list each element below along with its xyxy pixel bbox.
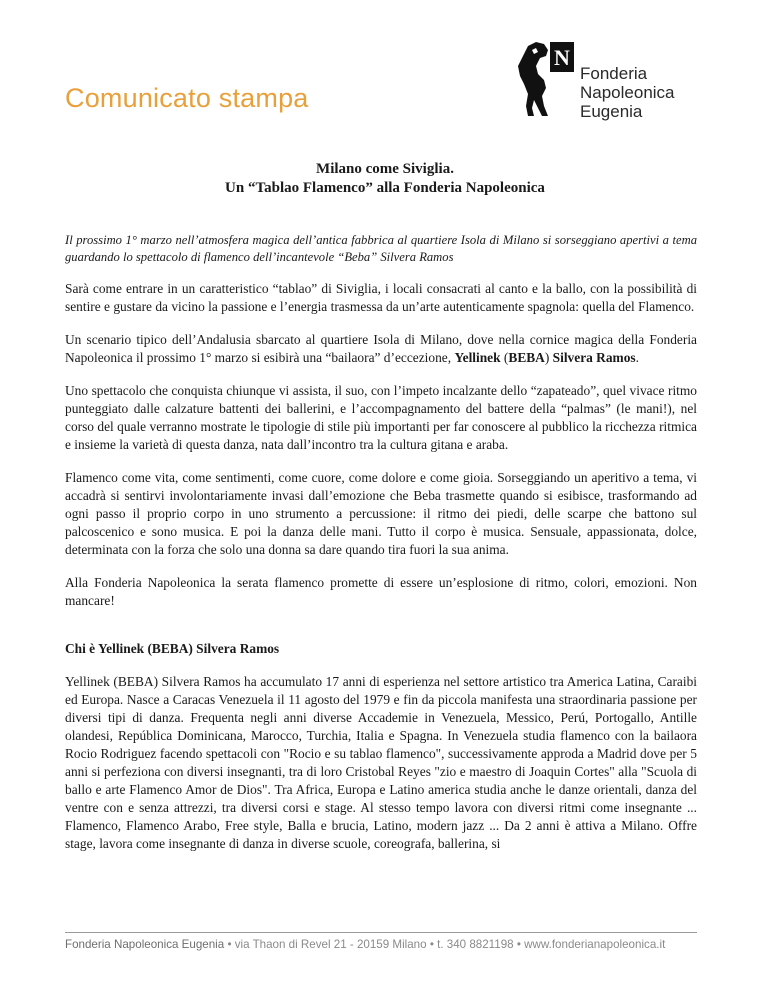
headline-line-2: Un “Tablao Flamenco” alla Fonderia Napoleonica (225, 180, 545, 196)
footer-separator: • (224, 938, 235, 951)
paragraph-text: ( (500, 350, 509, 365)
section-heading: Chi è Yellinek (BEBA) Silvera Ramos (65, 641, 280, 656)
footer-divider (65, 932, 697, 933)
footer-separator: • (513, 938, 525, 951)
footer-org: Fonderia Napoleonica Eugenia (65, 938, 225, 951)
body-paragraph: Alla Fonderia Napoleonica la serata flamenco promette di essere un’esplosione di ritmo, colori, emozioni. Non mancare! (65, 575, 697, 608)
logo-line: Eugenia (580, 102, 643, 121)
press-release-headline (65, 160, 705, 198)
logo (514, 40, 704, 120)
footer-website-link[interactable]: www.fonderianapoleonica.it (524, 938, 666, 951)
body-paragraph: Flamenco come vita, come sentimenti, come cuore, come dolore e come gioia. Sorseggiando un aperitivo a tema, vi accadrà si sentirvi involontariamente invasi dall’emozione che Beba trasmette quando si esibisce, trasformando ad ogni passo il proprio corpo in uno strumento a percussione: il ritmo dei piedi, delle scarpe che battono sul palcoscenico e sono musica. E poi la danza delle mani. Tutto il corpo è musica. Sensuale, appassionata, dolce, determinata con la forza che solo una donna sa dare quando tira fuori la sua anima. (65, 470, 697, 557)
paragraph-text: . (635, 350, 639, 365)
logo-wordmark (580, 64, 675, 121)
lead-paragraph: Il prossimo 1° marzo nell’atmosfera magica dell’antica fabbrica al quartiere Isola di Milano si sorseggiano apertivi a tema guardando lo spettacolo di flamenco dell’incantevole “Beba” Silvera Ramos (65, 233, 697, 264)
artist-surname: Silvera Ramos (552, 350, 636, 365)
paragraph-text: Un scenario tipico dell’Andalusia sbarcato al quartiere Isola di Milano, dove nella cornice magica della Fonderia Napoleonica il prossimo 1° marzo si esibirà una “bailaora” d’eccezione, (65, 332, 697, 365)
body-paragraph: Sarà come entrare in un caratteristico “tablao” di Siviglia, i locali consacrati al canto e la ballo, con la possibilità di sentire e gustare da vicino la passione e l’energia trasmessa da un’arte autenticamente spagnola: quella del Flamenco. (65, 281, 697, 314)
footer-address: via Thaon di Revel 21 - 20159 Milano (234, 938, 427, 951)
artist-nickname: BEBA (508, 350, 545, 365)
headline-line-1: Milano come Siviglia. (316, 161, 454, 177)
horse-logo-icon (514, 40, 576, 118)
footer-separator: • (426, 938, 438, 951)
paragraph-text: ) (544, 350, 553, 365)
page-title: Comunicato stampa (65, 83, 309, 113)
bio-paragraph: Yellinek (BEBA) Silvera Ramos ha accumulato 17 anni di esperienza nel settore artistico tra America Latina, Caraibi ed Europa. Nasce a Caracas Venezuela il 11 agosto del 1979 e fin da piccola manifesta una straordinaria passione per diversi tipi di danza. Frequenta negli anni diverse Accademie in Venezuela, Messico, Perú, Portogallo, Antille olandesi, República Dominicana, Marocco, Turchia, Italia e Spagna. In Venezuela studia flamenco con la bailaora Rocio Rodriguez facendo spettacoli con "Rocio e su tablao flamenco", successivamente approda a Madrid dove per 5 anni si perfeziona con diversi insegnanti, tra di loro Cristobal Reyes "zio e maestro di Joaquin Cortes" alla "Scuola di ballo e arte Flamenco Amor de Dios". Tra Africa, Europa e Latino america studia anche le danze orientali, danza del ventre con e senza attrezzi, tra diversi corsi e stage. Al stesso tempo lavora con diversi ritmi come insegnante ... Flamenco, Flamenco Arabo, Free style, Balla e brucia, Latino, modern jazz ... Da 2 anni è attiva a Milano. Offre stage, lavora come insegnante di danza in diverse scuole, coreografa, ballerina, si (65, 674, 697, 851)
footer-phone: t. 340 8821198 (437, 938, 514, 951)
body-paragraph (65, 331, 697, 367)
logo-line: Napoleonica (580, 83, 675, 102)
logo-mark-letter: N (554, 45, 570, 70)
footer (65, 938, 705, 951)
body-paragraph: Uno spettacolo che conquista chiunque vi assista, il suo, con l’impeto incalzante dello “zapateado”, quel vivace ritmo punteggiato dalle calzature battenti dei ballerini, e l’accompagnamento del battere della “palmas” (le mani!), nel corso del quale verranno mostrate le tipologie di stile più importanti per far conoscere al pubblico la ricchezza ritmica e insieme la varietà di questa danza, nata dall’incontro tra la cultura gitana e araba. (65, 383, 697, 452)
logo-line: Fonderia (580, 64, 648, 83)
artist-name: Yellinek (454, 350, 501, 365)
article-body (65, 232, 697, 853)
